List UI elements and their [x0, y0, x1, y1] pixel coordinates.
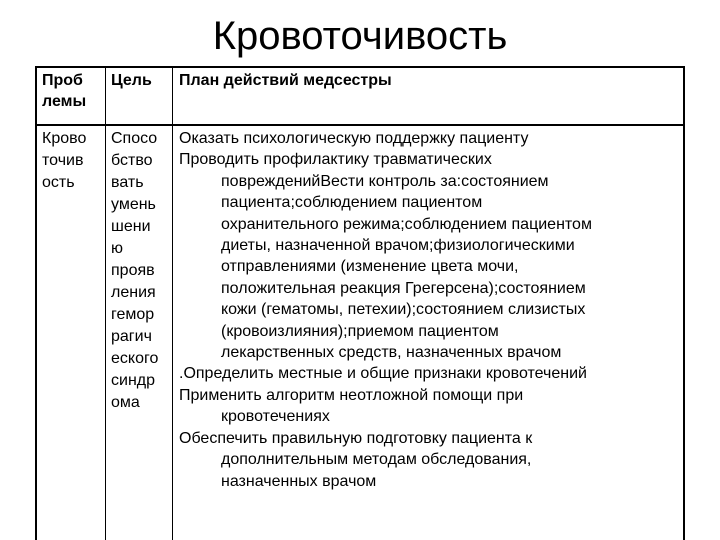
plan-line: дополнительным методам обследования, [221, 451, 532, 469]
plan-line: Обеспечить правильную подготовку пациента к [179, 429, 533, 447]
plan-line: Применить алгоритм неотложной помощи при [179, 386, 524, 404]
column-divider [172, 68, 173, 540]
plan-line: диеты, назначенной врачом;физиологическими [221, 237, 575, 255]
plan-line: положительная реакция Грегерсена);состоянием [221, 279, 586, 297]
plan-line: .Определить местные и общие признаки кровотечений [179, 365, 587, 383]
plan-line: кровотечениях [221, 408, 330, 426]
header-problem: Проб лемы [42, 72, 87, 110]
plan-line: назначенных врачом [221, 472, 377, 490]
row-problem: Крово точив ость [42, 130, 87, 191]
plan-line: отправлениями (изменение цвета мочи, [221, 258, 519, 276]
plan-line: охранительного режима;соблюдением пациентом [221, 215, 592, 233]
plan-line: (кровоизлияния);приемом пациентом [221, 322, 499, 340]
row-goal: Спосо бство вать умень шени ю прояв ления гемор рагич еского синдр ома [111, 130, 159, 411]
plan-line: поврежденийВести контроль за:состоянием [221, 172, 549, 190]
page-title: Кровоточивость [212, 14, 508, 58]
header-goal: Цель [111, 72, 152, 89]
care-plan-table [35, 66, 685, 540]
header-row-divider [37, 124, 683, 126]
header-plan: План действий медсестры [179, 72, 392, 89]
plan-line: кожи (гематомы, петехии);состоянием слизистых [221, 301, 586, 319]
plan-line: Проводить профилактику травматических [179, 151, 492, 169]
plan-line: лекарственных средств, назначенных врачом [221, 344, 562, 362]
plan-line: Оказать психологическую поддержку пациенту [179, 130, 529, 147]
row-plan [179, 128, 592, 492]
column-divider [105, 68, 106, 540]
plan-line: пациента;соблюдением пациентом [221, 194, 483, 212]
